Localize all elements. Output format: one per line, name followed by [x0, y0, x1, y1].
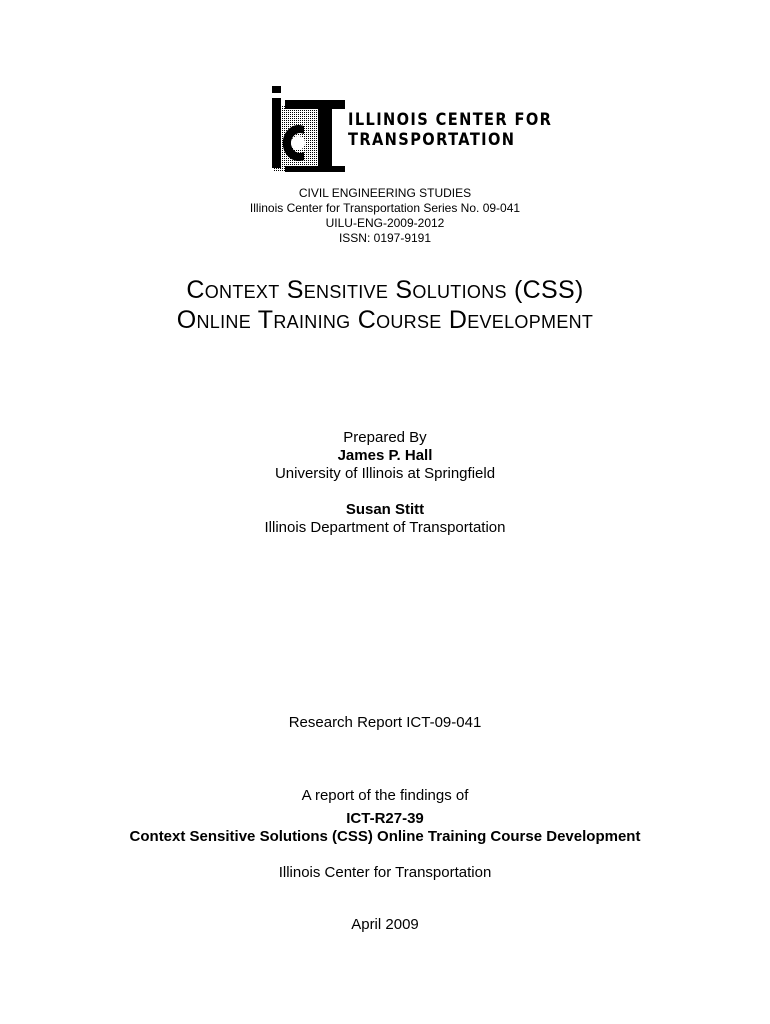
series-line-civil-engineering: CIVIL ENGINEERING STUDIES — [298, 186, 472, 200]
ict-logo-mark-icon — [272, 86, 346, 176]
ict-logo — [272, 86, 552, 176]
logo-text-line2: TRANSPORTATION — [348, 130, 516, 150]
series-line-uilu: UILU-ENG-2009-2012 — [325, 216, 445, 230]
author2-affiliation: Illinois Department of Transportation — [264, 519, 506, 536]
findings-organization: Illinois Center for Transportation — [278, 864, 492, 881]
series-line-ict-series: Illinois Center for Transportation Series No. 09-041 — [249, 201, 521, 215]
project-title: Context Sensitive Solutions (CSS) Online Training Course Development — [129, 828, 641, 845]
logo-text-line1: ILLINOIS CENTER FOR — [348, 110, 553, 130]
report-title-line2: Online Training Course Development — [176, 306, 594, 334]
project-id: ICT-R27-39 — [346, 810, 424, 827]
ict-logo-wordmark — [348, 110, 552, 150]
findings-intro: A report of the findings of — [301, 787, 469, 804]
report-date: April 2009 — [351, 916, 419, 933]
report-number: Research Report ICT-09-041 — [288, 714, 482, 731]
author1-name: James P. Hall — [337, 447, 433, 464]
report-title-line1: Context Sensitive Solutions (CSS) — [186, 276, 584, 304]
prepared-by-label: Prepared By — [343, 429, 427, 446]
series-line-issn: ISSN: 0197-9191 — [338, 231, 432, 245]
author2-name: Susan Stitt — [345, 501, 425, 518]
author1-affiliation: University of Illinois at Springfield — [274, 465, 496, 482]
